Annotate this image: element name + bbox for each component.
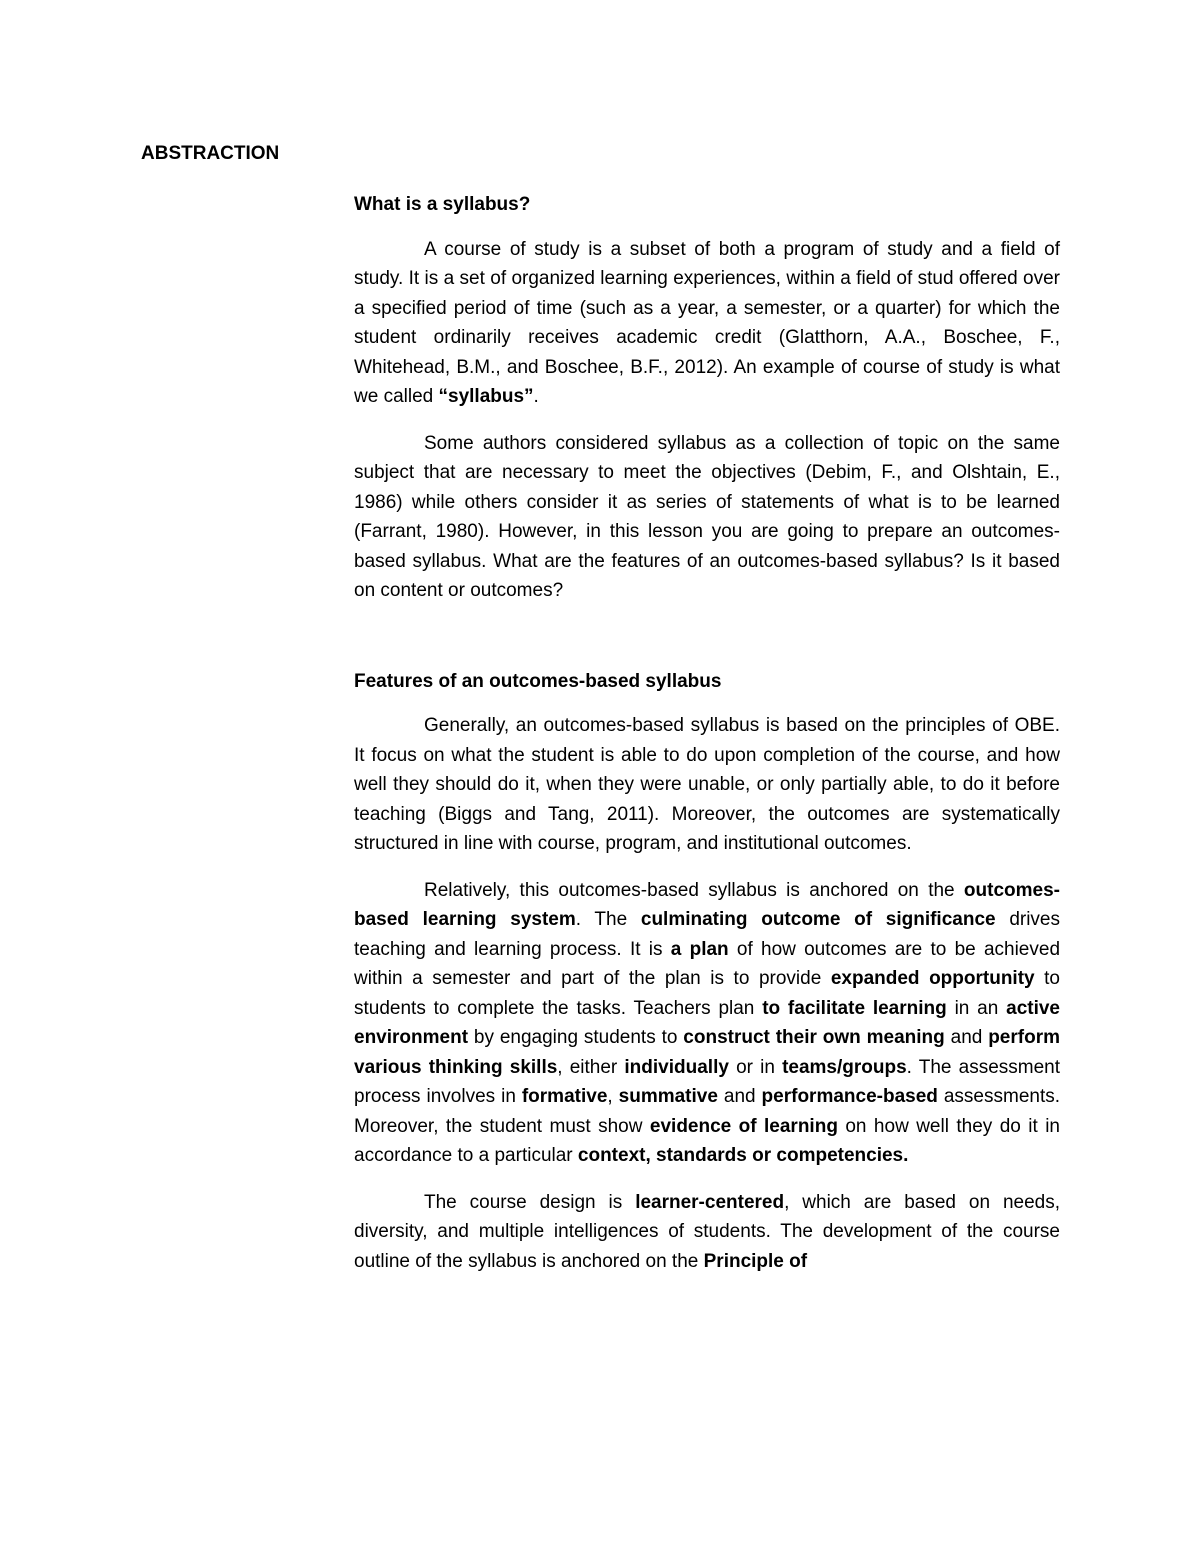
bold-term: a plan xyxy=(670,938,729,960)
bold-term: culminating outcome of significance xyxy=(640,909,996,930)
bold-term: formative xyxy=(521,1086,608,1107)
bold-term: expanded opportunity xyxy=(830,968,1035,989)
paragraph-text: by engaging students to xyxy=(468,1027,684,1048)
bold-term: performance-based xyxy=(761,1086,938,1107)
bold-term: “syllabus” xyxy=(438,386,534,407)
bold-term: context, standards or competencies. xyxy=(577,1145,909,1166)
bold-term: to facilitate learning xyxy=(762,997,947,1019)
bold-term: evidence of learning xyxy=(649,1115,838,1137)
paragraph-text: . The xyxy=(575,909,641,930)
paragraph-text: to students to complete the tasks. Teachers plan xyxy=(354,968,1061,1019)
paragraph-text: and xyxy=(944,1027,989,1048)
paragraph-course-of-study xyxy=(354,235,1060,412)
paragraph-course-design xyxy=(354,1188,1060,1277)
document-body xyxy=(354,190,1060,1276)
bold-term: construct their own meaning xyxy=(683,1027,945,1048)
bold-term: learner-centered xyxy=(635,1191,785,1213)
paragraph-text: . xyxy=(533,386,539,407)
paragraph-obe-principles: Generally, an outcomes-based syllabus is based on the principles of OBE. It focus on what the student is able to do upon completion of the course, and how well they should do it, when they were unable, or only partially able, to do it before teaching (Biggs and Tang, 2011). Moreover, the outcomes are systematically structured in line with course, program, and institutional outcomes. xyxy=(354,715,1060,854)
bold-term: summative xyxy=(618,1086,718,1107)
paragraph-syllabus-definitions: Some authors considered syllabus as a collection of topic on the same subject that are necessary to meet the objectives (Debim, F., and Olshtain, E., 1986) while others consider it as series of statements of what is to be learned (Farrant, 1980). However, in this lesson you are going to prepare an outcomes-based syllabus. What are the features of an outcomes-based syllabus? Is it based on content or outcomes? xyxy=(354,432,1060,601)
paragraph-obe-learning-system xyxy=(354,876,1060,1171)
paragraph-text: Relatively, this outcomes-based syllabus is anchored on the xyxy=(424,879,964,901)
paragraph-text: , xyxy=(607,1086,619,1107)
paragraph-text: drives teaching and learning process. It is xyxy=(354,909,1060,960)
paragraph-text: . The assessment process involves in xyxy=(354,1056,1060,1107)
paragraph-text: and xyxy=(717,1086,762,1107)
paragraph-text: A course of study is a subset of both a program of study and a field of study. It is a set of organized learning experiences, within a field of stud offered over a specified period of time (such as a year, a semester, or a quarter) for which the student ordinarily receives academic credit (Glatthorn, A.A., Boschee, F., Whitehead, B.M., and Boschee, B.F., 2012). An example of course of study is what we called xyxy=(354,238,1060,407)
paragraph-text: on how well they do it in accordance to a particular xyxy=(354,1115,1060,1166)
paragraph-text: assessments. Moreover, the student must show xyxy=(354,1086,1061,1137)
paragraph-text: The course design is xyxy=(424,1191,636,1213)
paragraph-text: of how outcomes are to be achieved within a semester and part of the plan is to provide xyxy=(354,938,1061,989)
bold-term: Principle of xyxy=(703,1250,808,1272)
section-label: ABSTRACTION xyxy=(141,143,280,164)
heading-what-is-syllabus: What is a syllabus? xyxy=(354,194,531,215)
paragraph-text: , either xyxy=(557,1056,625,1078)
bold-term: teams/groups xyxy=(782,1056,907,1078)
heading-features-obe-syllabus: Features of an outcomes-based syllabus xyxy=(354,670,722,692)
bold-term: outcomes-based learning system xyxy=(354,879,1060,930)
bold-term: individually xyxy=(624,1056,729,1078)
bold-term: perform various thinking skills xyxy=(354,1027,1060,1078)
paragraph-text: in an xyxy=(946,997,1007,1019)
paragraph-text: or in xyxy=(728,1056,783,1078)
paragraph-text: , which are based on needs, diversity, and multiple intelligences of students. The development of the course outline of the syllabus is anchored on the xyxy=(354,1191,1060,1272)
bold-term: active environment xyxy=(354,997,1060,1048)
